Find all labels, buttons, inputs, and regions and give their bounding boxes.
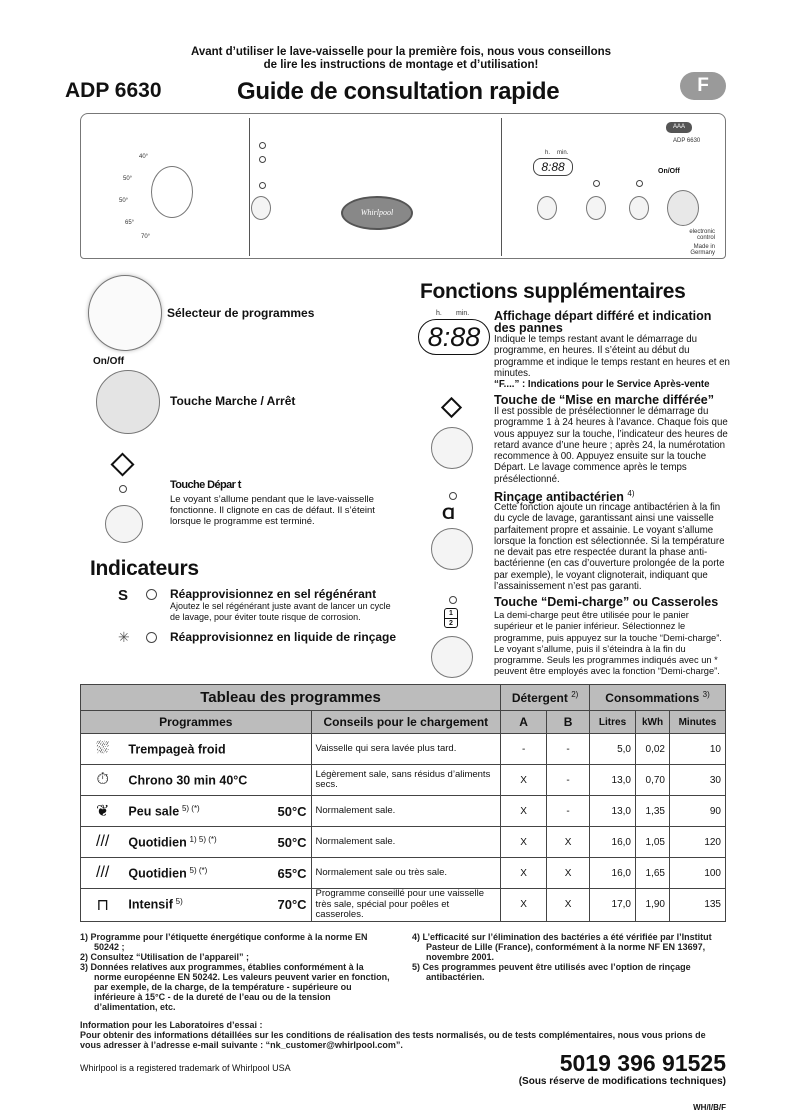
onoff-knob: [96, 370, 160, 434]
start-led: [259, 182, 266, 189]
display-title: Affichage départ différé et indication des pannes: [494, 309, 712, 335]
footnotes-right: [412, 932, 726, 982]
loading-advice: Vaisselle qui sera lavée plus tard.: [311, 734, 501, 765]
minutes: 120: [669, 827, 725, 858]
intro-notice: [0, 46, 802, 72]
language-badge: F: [680, 72, 726, 100]
col-a: A: [501, 711, 547, 734]
control-panel-illustration: [80, 113, 726, 259]
energy-label: AAA: [666, 122, 692, 133]
half-load-icon: [444, 608, 458, 628]
intro-line: de lire les instructions de montage et d’utilisation!: [263, 59, 539, 71]
program-temp: 65°C: [277, 865, 307, 881]
minutes: 135: [669, 889, 725, 922]
soak-icon: ⛆: [81, 734, 125, 765]
program-name: Chrono 30 min 40°C: [128, 773, 248, 788]
intro-line: Avant d’utiliser le lave-vaisselle pour la première fois, nous vous conseillons: [190, 46, 612, 58]
program-temp: 50°C: [277, 803, 307, 819]
start-key-title: Touche Dépar t: [170, 479, 241, 491]
col-conseils: Conseils pour le chargement: [311, 711, 501, 734]
trademark-notice: Whirlpool is a registered trademark of Whirlpool USA: [80, 1063, 291, 1073]
litres: 16,0: [590, 827, 636, 858]
table-row: [81, 796, 726, 827]
start-icon: [110, 452, 134, 476]
kwh: 1,90: [636, 889, 670, 922]
service-note: “F....” : Indications pour le Service Après-vente: [494, 379, 710, 390]
litres: 17,0: [590, 889, 636, 922]
panel-model: ADP 6630: [673, 138, 701, 144]
footnote: 3) Données relatives aux programmes, établies conformément à la norme européenne EN 50242. Les valeurs peuvent varier en fonction, par exemple, de la charge, de la température - supérieure ou inférieure à 15°C - de la dureté de l’eau ou de la tension d’alimentation, etc.: [80, 962, 390, 1012]
col-programmes: Programmes: [81, 711, 312, 734]
delay-button: [431, 427, 473, 469]
antibacterial-led: [636, 180, 643, 187]
litres: 16,0: [590, 858, 636, 889]
antibacterial-led: [449, 492, 457, 500]
display-min: min.: [557, 150, 569, 156]
kwh: 0,02: [636, 734, 670, 765]
rinse-title: Réapprovisionnez en liquide de rinçage: [170, 630, 397, 644]
half-load-led: [593, 180, 600, 187]
display-desc: Indique le temps restant avant le démarrage du programme, en heures. Il s’éteint au début du programme et indique le temps restant en heures et en minutes.: [494, 334, 730, 379]
minutes: 100: [669, 858, 725, 889]
rinse-led: [259, 156, 266, 163]
detergent-b: -: [547, 765, 590, 796]
detergent-header: Détergent: [511, 691, 568, 705]
footnote: 4) L’efficacité sur l’élimination des bactéries a été vérifiée par l’Institut Pasteur de Lille (France), conformément à la norme NF EN 13697, novembre 2001.: [412, 932, 712, 962]
consumption-header: Consommations: [605, 691, 700, 705]
loading-advice: Normalement sale ou très sale.: [311, 858, 501, 889]
detergent-a: X: [501, 889, 547, 922]
panel-display: 8:88: [533, 158, 573, 176]
half-bottom: 2: [445, 618, 457, 628]
start-button: [251, 196, 271, 220]
program-name: Intensif: [128, 897, 173, 912]
litres: 5,0: [590, 734, 636, 765]
table-row: [81, 889, 726, 922]
antibacterial-title: Rinçage antibactérien: [494, 490, 624, 505]
half-load-button: [586, 196, 606, 220]
program-selector-knob: [151, 166, 193, 218]
start-button: [105, 505, 143, 543]
salt-indicator-led: [146, 589, 157, 600]
table-title: Tableau des programmes: [81, 685, 501, 711]
loading-advice: Normalement sale.: [311, 827, 501, 858]
panel-onoff-knob: [667, 190, 699, 226]
temp-label: 50°: [123, 176, 133, 182]
detergent-b: X: [547, 858, 590, 889]
half-load-desc: La demi-charge peut être utilisée pour le panier supérieur et le panier inférieur. Sélectionnez le programme, puis appuyez sur la touche “Demi-charge”. Le voyant s’allume, puis il s’éteindra à la fin du programme. Seuls les programmes indiqués avec un * peuvent être employés avec la fonction “Demi-charge”.: [494, 610, 722, 677]
eco-icon: ❦: [81, 796, 125, 827]
electronic-control-label: electronic control: [689, 229, 715, 241]
delay-display: 8:88: [418, 319, 490, 355]
table-row: [81, 858, 726, 889]
start-key-desc: Le voyant s’allume pendant que le lave-vaisselle fonctionne. Il clignote en cas de défaut. Il s’éteint lorsque le programme est terminé.: [170, 494, 375, 527]
made-in-label: Made in Germany: [690, 244, 715, 256]
lab-info-title: Information pour les Laboratoires d’essai :: [80, 1020, 263, 1030]
daily-hot-icon: ///: [81, 858, 125, 889]
footnote: 2) Consultez “Utilisation de l’appareil” ;: [80, 952, 250, 962]
half-load-led: [449, 596, 457, 604]
footnotes-left: [80, 932, 390, 1012]
footnote: 5) Ces programmes peuvent être utilisés avec l’option de rinçage antibactérien.: [412, 962, 691, 982]
temp-label: 40°: [139, 154, 149, 160]
program-name: Peu sale: [128, 803, 180, 818]
program-temp: 70°C: [277, 897, 307, 913]
salt-icon: S: [118, 587, 129, 604]
program-temp: 50°C: [277, 834, 307, 850]
rinse-indicator-led: [146, 632, 157, 643]
lab-info: [80, 1020, 726, 1050]
footnote-ref: 5) (*): [189, 865, 208, 875]
detergent-a: -: [501, 734, 547, 765]
table-row: [81, 765, 726, 796]
document-number: 5019 396 91525: [559, 1050, 726, 1076]
pot-icon: ⊓: [81, 889, 125, 922]
detergent-a: X: [501, 765, 547, 796]
display-min: min.: [456, 310, 470, 317]
litres: 13,0: [590, 796, 636, 827]
program-name: Quotidien: [128, 834, 187, 849]
salt-desc: Ajoutez le sel régénérant juste avant de lancer un cycle de lavage, pour éviter toute risque de corrosion.: [170, 601, 391, 622]
technical-reserve: (Sous réserve de modifications techniques): [518, 1076, 726, 1087]
delay-icon: [441, 397, 462, 418]
display-h: h.: [436, 310, 442, 317]
footnote-ref: 5): [175, 897, 183, 907]
onoff-key-label: Touche Marche / Arrêt: [170, 394, 296, 408]
footnote: 1) Programme pour l’étiquette énergétique conforme à la norme EN 50242 ;: [80, 932, 368, 952]
start-led: [119, 485, 127, 493]
selector-label: Sélecteur de programmes: [167, 306, 315, 320]
onoff-label: On/Off: [93, 356, 125, 367]
loading-advice: Normalement sale.: [311, 796, 501, 827]
table-row: [81, 827, 726, 858]
half-load-title: Touche “Demi-charge” ou Casseroles: [494, 595, 719, 609]
panel-onoff-label: On/Off: [658, 168, 680, 175]
minutes: 30: [669, 765, 725, 796]
minutes: 90: [669, 796, 725, 827]
functions-heading: Fonctions supplémentaires: [420, 280, 686, 303]
temp-label: 65°: [125, 220, 135, 226]
col-kwh: kWh: [636, 711, 670, 734]
footnote-ref: 3): [702, 690, 710, 699]
antibacterial-button: [431, 528, 473, 570]
delay-title: Touche de “Mise en marche différée”: [494, 393, 714, 407]
footnote-ref: 5) (*): [181, 803, 200, 813]
footnote-ref: 1) 5) (*): [189, 834, 217, 844]
lab-info-text: Pour obtenir des informations détaillées sur les conditions de réalisation des tests normalisés, ou de tests complémentaires, nous vous prions de vous adresser à l’adresse e-mail suivante : “nk_customer@whirlpool.com”.: [80, 1030, 706, 1050]
detergent-b: -: [547, 734, 590, 765]
footnote-ref: 2): [571, 690, 579, 699]
footnote-ref: 4): [627, 489, 635, 498]
salt-led: [259, 142, 266, 149]
detergent-a: X: [501, 858, 547, 889]
document-code: WH/I/B/F: [693, 1103, 726, 1112]
col-litres: Litres: [590, 711, 636, 734]
page-title: Guide de consultation rapide: [237, 78, 560, 105]
table-row: [81, 734, 726, 765]
half-top: 1: [449, 610, 453, 617]
kwh: 1,65: [636, 858, 670, 889]
half-load-button: [431, 636, 473, 678]
program-table: [80, 684, 726, 922]
kwh: 0,70: [636, 765, 670, 796]
detergent-b: X: [547, 889, 590, 922]
loading-advice: Programme conseillé pour une vaisselle très sale, spécial pour poêles et casseroles.: [311, 889, 501, 922]
col-b: B: [547, 711, 590, 734]
minutes: 10: [669, 734, 725, 765]
salt-title: Réapprovisionnez en sel régénérant: [170, 587, 377, 601]
whirlpool-logo: Whirlpool: [341, 196, 413, 230]
indicators-heading: Indicateurs: [90, 557, 199, 580]
detergent-b: X: [547, 827, 590, 858]
program-name: Quotidien: [128, 865, 187, 880]
delay-desc: Il est possible de présélectionner le démarrage du programme 1 à 24 heures à l’avance. Chaque fois que vous appuyez sur la touche, l’indicateur des heures de retard avance d’une heure ; après 24, la numérotation recommence à 00. Appuyez ensuite sur la touche Départ. Le lavage commence après le temps présélectionné.: [494, 406, 728, 485]
kwh: 1,05: [636, 827, 670, 858]
litres: 13,0: [590, 765, 636, 796]
rinse-aid-icon: ✳: [118, 629, 130, 645]
daily-icon: ///: [81, 827, 125, 858]
detergent-a: X: [501, 796, 547, 827]
antibacterial-button: [629, 196, 649, 220]
loading-advice: Légèrement sale, sans résidus d’aliments secs.: [311, 765, 501, 796]
col-minutes: Minutes: [669, 711, 725, 734]
temp-label: 50°: [119, 198, 129, 204]
delay-button: [537, 196, 557, 220]
chrono-icon: ⏱: [81, 765, 125, 796]
program-selector-knob-large: [88, 275, 162, 351]
antibacterial-desc: Cette fonction ajoute un rincage antibactérien à la fin du cycle de lavage, garantissant ainsi une vaisselle parfaitement propre et assainie. Le voyant s’allume lorsque la fonction est sélectionnée. Si la température ne devait pas etre respectée durant la phase anti-bactérienne (en cas d’ouverture prolongée de la porte par exemple), le voyant clignoterait, indiquant que l’assainissement n’est pas garanti.: [494, 502, 725, 593]
kwh: 1,35: [636, 796, 670, 827]
program-name: Trempageà froid: [128, 742, 226, 757]
temp-label: 70°: [141, 234, 151, 240]
detergent-a: X: [501, 827, 547, 858]
model-number: ADP 6630: [65, 79, 162, 102]
antibacterial-icon: Ɑ: [442, 504, 455, 523]
detergent-b: -: [547, 796, 590, 827]
display-h: h.: [545, 150, 551, 156]
